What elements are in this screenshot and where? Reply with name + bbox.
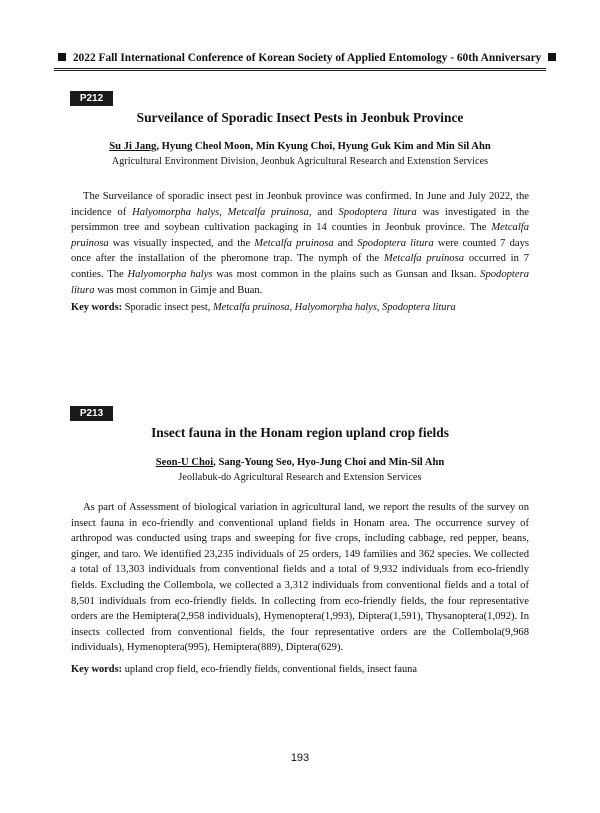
italic-text-run: Spodoptera litura: [338, 206, 417, 218]
text-run: ,: [219, 206, 228, 218]
italic-text-run: Spodoptera litura: [357, 237, 434, 249]
page-number: 193: [290, 752, 310, 764]
text-run: was investigated in the persimmon tree and soybean cultivation packaging in 14 counties in Jeonbuk province. The: [71, 206, 529, 234]
header-rule: [54, 68, 546, 69]
text-run: was most common in the plains such as Gunsan and Iksan.: [212, 268, 481, 280]
conference-title: 2022 Fall International Conference of Korean Society of Applied Entomology - 60th Anniversary: [72, 52, 542, 64]
affiliation: Jeollabuk-do Agricultural Research and Extension Services: [178, 472, 422, 483]
author-list: [60, 141, 540, 152]
header-rule: [54, 70, 546, 71]
italic-text-run: Halyomorpha halys: [127, 268, 213, 280]
text-run: As part of Assessment of biological variation in agricultural land, we report the results of the survey on insect fauna in eco-friendly and conventional upland fields in Honam area. The occurrence survey of arthropod was conducted using traps and sweeping for five crops, including cabbage, red pepper, beans, ginger, and taro. We identified 23,235 individuals of 25 orders, 149 families and 362 species. We collected a total of 13,303 individuals from conventional fields and a total of 9,932 individuals from eco-friendly fields. Excluding the Collembola, we collected a 3,312 individuals from conventional fields and a total of 8,501 individuals from eco-friendly fields. In collecting from eco-friendly fields, the four representative orders are the Hemiptera(2,958 individuals), Hymenoptera(1,993), Diptera(1,591), Thysanoptera(1,092). In insects collected from conventional fields, the four representative orders are the Collembola(9,968 individuals), Hymenoptera(995), Hemiptera(889), Diptera(629).: [71, 502, 529, 654]
text-run: was visually inspected, and the: [108, 237, 255, 249]
presenting-author: Seon-U Choi: [155, 457, 214, 468]
keywords-text: [122, 664, 417, 675]
abstract-id-badge: P212: [70, 91, 113, 106]
square-bullet-icon: [58, 53, 66, 61]
italic-text-run: Halyomorpha halys: [132, 206, 220, 218]
co-authors: , Hyung Cheol Moon, Min Kyung Choi, Hyung Guk Kim and Min Sil Ahn: [156, 141, 491, 152]
italic-text-run: Metcalfa pruinosa, Halyomorpha halys, Spodoptera litura: [213, 302, 456, 313]
presenting-author: Su Ji Jang: [109, 141, 157, 152]
keywords-line: [71, 302, 541, 313]
square-bullet-icon: [548, 53, 556, 61]
keywords-label: Key words:: [71, 664, 123, 675]
keywords-label: Key words:: [71, 302, 123, 313]
text-run: upland crop field, eco-friendly fields, conventional fields, insect fauna: [122, 664, 417, 675]
keywords-line: [71, 664, 541, 675]
keywords-text: [122, 302, 456, 313]
text-run: were counted 7 days once after the installation of the pheromone trap. The nymph of the: [71, 237, 529, 265]
text-run: was most common in Gimje and Buan.: [94, 284, 263, 296]
affiliation: Agricultural Environment Division, Jeonbuk Agricultural Research and Extenstion Services: [111, 156, 489, 167]
text-run: Sporadic insect pest,: [122, 302, 213, 313]
text-run: , and: [308, 206, 339, 218]
text-run: and: [333, 237, 358, 249]
abstract-paragraph: [71, 189, 529, 298]
italic-text-run: Metcalfa pruinosa: [383, 253, 465, 265]
text-run: The Surveilance of sporadic insect pest in Jeonbuk province was confirmed. In June and July 2022, the incidence of: [71, 191, 529, 218]
author-list: [60, 457, 540, 468]
running-header: [54, 52, 546, 64]
abstract-body: [71, 189, 529, 298]
abstract-paragraph: [71, 500, 529, 656]
italic-text-run: Spodoptera litura: [71, 268, 529, 296]
italic-text-run: Metcalfa pruinosa: [71, 222, 529, 249]
abstract-title: Surveilance of Sporadic Insect Pests in Jeonbuk Province: [136, 110, 464, 125]
abstract-title: Insect fauna in the Honam region upland crop fields: [151, 425, 449, 440]
italic-text-run: Metcalfa pruinosa: [254, 237, 334, 249]
italic-text-run: Metcalfa pruinosa: [227, 206, 309, 218]
abstract-body: [71, 500, 529, 656]
abstract-id-badge: P213: [70, 406, 113, 421]
text-run: occurred in 7 conties. The: [71, 253, 529, 280]
co-authors: , Sang-Young Seo, Hyo-Jung Choi and Min-Sil Ahn: [213, 457, 445, 468]
